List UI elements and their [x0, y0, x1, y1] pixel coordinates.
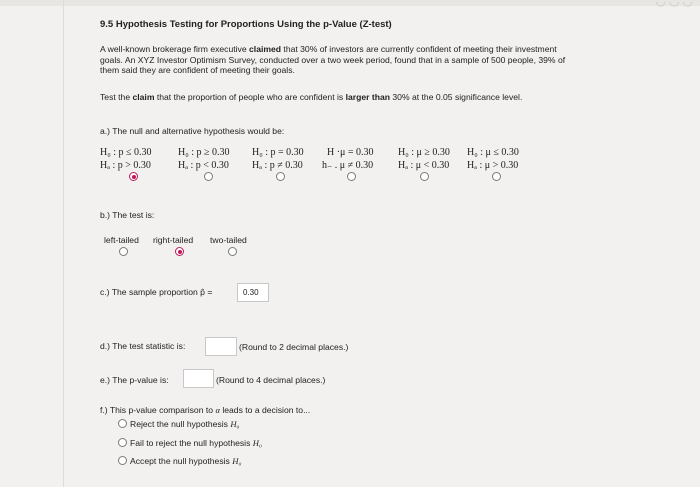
null-hyp-3: H₀ : p = 0.30 [252, 147, 304, 158]
part-b-question: b.) The test is: [100, 210, 155, 220]
part-e-hint: (Round to 4 decimal places.) [216, 375, 326, 385]
problem-text: A well-known brokerage firm executive claimed that 30% of investors are currently confident of meeting their investment goals. An XYZ Investor Optimism Survey, conducted over a two week period, found that in a sample of 500 people, 39% of them said they are confident of meeting their goals. [100, 44, 566, 75]
top-bar [0, 0, 700, 6]
part-d-question: d.) The test statistic is: [100, 341, 186, 351]
window-control-icon[interactable]: ◡ [669, 0, 683, 8]
hyp-option-1-radio[interactable] [129, 172, 138, 181]
window-control-icon[interactable]: ◡ [682, 0, 696, 8]
alt-hyp-6: Hₐ : μ > 0.30 [467, 160, 519, 171]
part-a-question: a.) The null and alternative hypothesis would be: [100, 126, 285, 136]
decision-option-reject[interactable]: Reject the null hypothesis H₀ [118, 419, 240, 429]
window-control-icon[interactable]: ◡ [655, 0, 670, 8]
accept-radio[interactable] [118, 456, 127, 465]
alt-hyp-3: Hₐ : p ≠ 0.30 [252, 160, 303, 171]
null-hyp-5: H₀ : μ ≥ 0.30 [398, 147, 450, 158]
hyp-option-3-radio[interactable] [276, 172, 285, 181]
alt-hyp-1: Hₐ : p > 0.30 [100, 160, 151, 171]
hyp-option-2-radio[interactable] [204, 172, 213, 181]
decision-option-fail-to-reject[interactable]: Fail to reject the null hypothesis H₀ [118, 438, 262, 448]
claim-text: Test the claim that the proportion of people who are confident is larger than 30% at the 0.05 significance level. [100, 92, 523, 102]
null-hyp-1: H₀ : p ≤ 0.30 [100, 147, 152, 158]
reject-radio[interactable] [118, 419, 127, 428]
tail-option-label-1: left-tailed [104, 235, 139, 245]
toolbar-icons [656, 0, 696, 8]
hyp-option-4-radio[interactable] [347, 172, 356, 181]
sample-proportion-value: 0.30 [243, 288, 259, 297]
null-hyp-4: H ·μ = 0.30 [327, 147, 374, 158]
hyp-option-5-radio[interactable] [420, 172, 429, 181]
null-hyp-6: H₀ : μ ≤ 0.30 [467, 147, 519, 158]
left-tailed-radio[interactable] [119, 247, 128, 256]
two-tailed-radio[interactable] [228, 247, 237, 256]
p-value-input[interactable] [183, 369, 214, 388]
part-c-question: c.) The sample proportion p̂ = [100, 287, 213, 297]
part-f-question: f.) This p-value comparison to α leads to a decision to... [100, 405, 311, 415]
null-hyp-2: H₀ : p ≥ 0.30 [178, 147, 230, 158]
part-e-question: e.) The p-value is: [100, 375, 169, 385]
right-tailed-radio[interactable] [175, 247, 184, 256]
tail-option-label-2: right-tailed [153, 235, 194, 245]
alt-hyp-4: h₋ . μ ≠ 0.30 [322, 160, 374, 171]
fail-to-reject-radio[interactable] [118, 438, 127, 447]
hyp-option-6-radio[interactable] [492, 172, 501, 181]
sample-proportion-input[interactable] [237, 283, 269, 302]
alt-hyp-5: Hₐ : μ < 0.30 [398, 160, 450, 171]
test-statistic-input[interactable] [205, 337, 237, 356]
page-title: 9.5 Hypothesis Testing for Proportions Using the p-Value (Z-test) [100, 19, 392, 30]
part-d-hint: (Round to 2 decimal places.) [239, 342, 349, 352]
decision-option-accept[interactable]: Accept the null hypothesis H₀ [118, 456, 241, 466]
tail-option-label-3: two-tailed [210, 235, 247, 245]
left-margin-line [63, 0, 64, 487]
alt-hyp-2: Hₐ : p < 0.30 [178, 160, 229, 171]
